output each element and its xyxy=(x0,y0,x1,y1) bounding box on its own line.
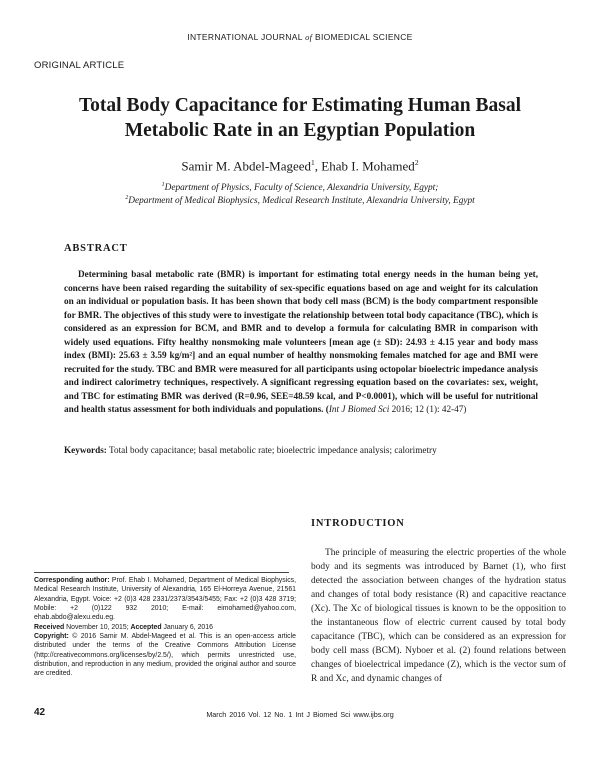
author-separator: , xyxy=(314,158,322,174)
received-accepted xyxy=(34,623,296,632)
article-type: ORIGINAL ARTICLE xyxy=(34,60,125,71)
page-number: 42 xyxy=(34,707,46,718)
title-line-2: Metabolic Rate in an Egyptian Population xyxy=(124,120,476,141)
journal-name-of: of xyxy=(305,32,313,42)
corresponding-author-text: Prof. Ehab I. Mohamed, Department of Medical Biophysics, Medical Research Institute, University of Alexandria, 165 El-Horreya Avenue, 21561 Alexandria, Egypt. Voice: +2 (0)3 428 2331/2373/3543/5455; Fax: +2 (0)3 428 3719; Mobile: +2 (0)122 932 2010; E-mail: eimohamed@yahoo.com, ehab.abdo@alexu.edu.eg. xyxy=(34,577,297,622)
accepted-label: Accepted xyxy=(130,623,162,631)
abstract-citation-journal: Int J Biomed Sci xyxy=(328,404,390,415)
corresponding-author xyxy=(34,576,296,623)
footnote-divider xyxy=(34,572,289,573)
keywords-text: Total body capacitance; basal metabolic rate; bioelectric impedance analysis; calorimetry xyxy=(106,445,437,455)
author-1: Samir M. Abdel-Mageed xyxy=(181,158,312,174)
affiliation-1-sup: 1 xyxy=(161,182,165,188)
abstract-heading: ABSTRACT xyxy=(64,243,128,254)
affiliation-2-sup: 2 xyxy=(125,195,129,201)
accepted-date: January 6, 2016 xyxy=(161,623,213,631)
keywords-label: Keywords: xyxy=(64,445,107,455)
abstract-body xyxy=(64,268,538,417)
copyright xyxy=(34,632,296,679)
journal-header xyxy=(0,32,600,42)
affiliation-2-text: Department of Medical Biophysics, Medical Research Institute, Alexandria University, Egypt xyxy=(128,196,475,207)
corresponding-author-footnote xyxy=(34,576,296,679)
corresponding-author-label: Corresponding author: xyxy=(34,577,110,584)
journal-name-left: INTERNATIONAL JOURNAL xyxy=(187,32,303,42)
introduction-heading: INTRODUCTION xyxy=(311,518,405,529)
author-2-affil: 2 xyxy=(414,158,419,167)
abstract-citation-details: 2016; 12 (1): 42-47) xyxy=(389,404,467,415)
affiliation-2 xyxy=(0,195,600,206)
affiliation-1 xyxy=(0,182,600,193)
affiliation-1-text: Department of Physics, Faculty of Science, Alexandria University, Egypt; xyxy=(164,183,439,194)
author-1-affil: 1 xyxy=(311,158,315,167)
copyright-text: © 2016 Samir M. Abdel-Mageed et al. This is an open-access article distributed under the terms of the Creative Commons Attribution License (http://creativecommons.org/licenses/by/2.5/), which permits unrestricted use, distribution, and reproduction in any medium, provided the original author and source are credited. xyxy=(34,633,296,678)
journal-name-right: BIOMEDICAL SCIENCE xyxy=(314,32,413,42)
introduction-body: The principle of measuring the electric properties of the whole body and its segments was introduced by Barnet (1), who first detected the association between changes of the hydration status and changes of total body resistance (R) and capacitive reactance (Xc). The Xc of biological tissues is known to be the opposition to the instantaneous flow of electric current caused by total body capacitance (TBC), which can be considered as an expression for body cell mass (BCM). Nyboer et al. (2) found relations between changes of bioelectrical impedance (Z), which is the vector sum of R and Xc, and dynamic changes of xyxy=(311,548,566,685)
keywords xyxy=(64,445,538,455)
copyright-label: Copyright: xyxy=(34,633,69,641)
author-list xyxy=(0,158,600,174)
page-footer: March 2016 Vol. 12 No. 1 Int J Biomed Sci www.ijbs.org xyxy=(206,710,394,719)
received-date: November 10, 2015; xyxy=(64,623,131,631)
article-title xyxy=(40,93,560,143)
title-line-1: Total Body Capacitance for Estimating Human Basal xyxy=(78,95,522,116)
received-label: Received xyxy=(34,623,65,631)
author-2: Ehab I. Mohamed xyxy=(321,158,415,174)
abstract-text: Determining basal metabolic rate (BMR) is important for estimating total energy needs in the human being yet, concerns have been raised regarding the suitability of sex-specific equations based on age and weight for its calculation on an individual or population basis. It has been shown that body cell mass (BCM) is the body compartment responsible for BMR. The objectives of this study were to investigate the relationship between total body capacitance (TBC), which is considered as an expression for BCM, and BMR and to develop a formula for calculating BMR in comparison with widely used equations. Fifty healthy nonsmoking male volunteers [mean age (± SD): 24.93 ± 4.15 year and body mass index (BMI): 25.63 ± 3.59 kg/m²] and an equal number of healthy nonsmoking females matched for age and BMI were recruited for the study. TBC and BMR were measured for all participants using octopolar bioelectric impedance analysis and indirect calorimetry techniques, respectively. A significant regressing equation based on the covariates: sex, weight, and TBC for estimating BMR was derived (R=0.96, SEE=48.59 kcal, and P<0.0001), which will be useful for nutritional and health status assessment for both individuals and populations. ( xyxy=(64,269,538,415)
